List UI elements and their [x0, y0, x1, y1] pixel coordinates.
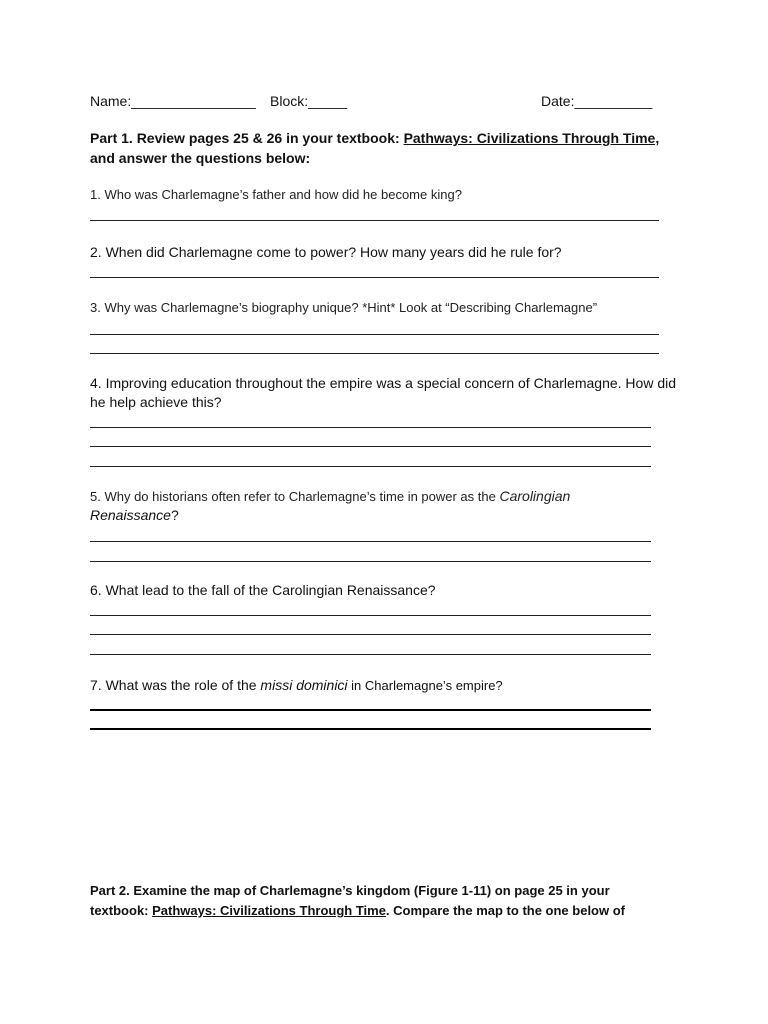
question-3: 3. Why was Charlemagne’s biography unique? *Hint* Look at “Describing Charlemagne” — [90, 300, 598, 315]
part1-textbook-title: Pathways: Civilizations Through Time, — [403, 130, 660, 146]
answer-line — [90, 654, 651, 655]
date-field-label: Date:__________ — [541, 93, 653, 109]
question-7 — [90, 676, 503, 695]
answer-line — [90, 728, 651, 730]
part1-intro — [90, 129, 659, 147]
part2-textbook-title: Pathways: Civilizations Through Time — [152, 903, 386, 918]
question-2: 2. When did Charlemagne come to power? How many years did he rule for? — [90, 244, 562, 260]
question-4-line1: 4. Improving education throughout the empire was a special concern of Charlemagne. How did — [90, 375, 676, 391]
name-field-label: Name:________________ — [90, 93, 256, 109]
answer-line — [90, 427, 651, 428]
answer-line — [90, 277, 659, 278]
question-5-line1 — [90, 487, 570, 506]
answer-line — [90, 220, 659, 221]
answer-line — [90, 446, 651, 447]
question-7-term: missi dominici — [260, 677, 348, 693]
part2-line2 — [90, 902, 625, 920]
question-7-end: in Charlemagne’s empire? — [347, 678, 503, 693]
answer-line — [90, 561, 651, 562]
part1-intro-text: Part 1. Review pages 25 & 26 in your textbook: — [90, 130, 404, 146]
question-6: 6. What lead to the fall of the Carolingian Renaissance? — [90, 582, 436, 598]
answer-line — [90, 541, 651, 542]
part2-text: textbook: — [90, 903, 153, 918]
answer-line — [90, 353, 659, 354]
answer-line — [90, 334, 659, 335]
part2-text-end: . Compare the map to the one below of — [385, 903, 625, 918]
question-5-term: Carolingian — [499, 488, 571, 504]
answer-line — [90, 709, 651, 711]
question-5-end: ? — [170, 507, 179, 523]
question-1: 1. Who was Charlemagne’s father and how did he become king? — [90, 187, 462, 202]
question-7-text: 7. What was the role of the — [90, 677, 261, 693]
block-field-label: Block:_____ — [270, 93, 348, 109]
question-5-text: 5. Why do historians often refer to Charlemagne’s time in power as the — [90, 489, 500, 504]
question-5-term-cont: Renaissance — [90, 507, 171, 523]
question-5-line2 — [90, 506, 179, 524]
question-4-line2: he help achieve this? — [90, 394, 222, 410]
answer-line — [90, 615, 651, 616]
part1-intro-line2: and answer the questions below: — [90, 150, 311, 166]
part2-line1: Part 2. Examine the map of Charlemagne’s kingdom (Figure 1-11) on page 25 in your — [90, 883, 610, 898]
answer-line — [90, 634, 651, 635]
answer-line — [90, 466, 651, 467]
